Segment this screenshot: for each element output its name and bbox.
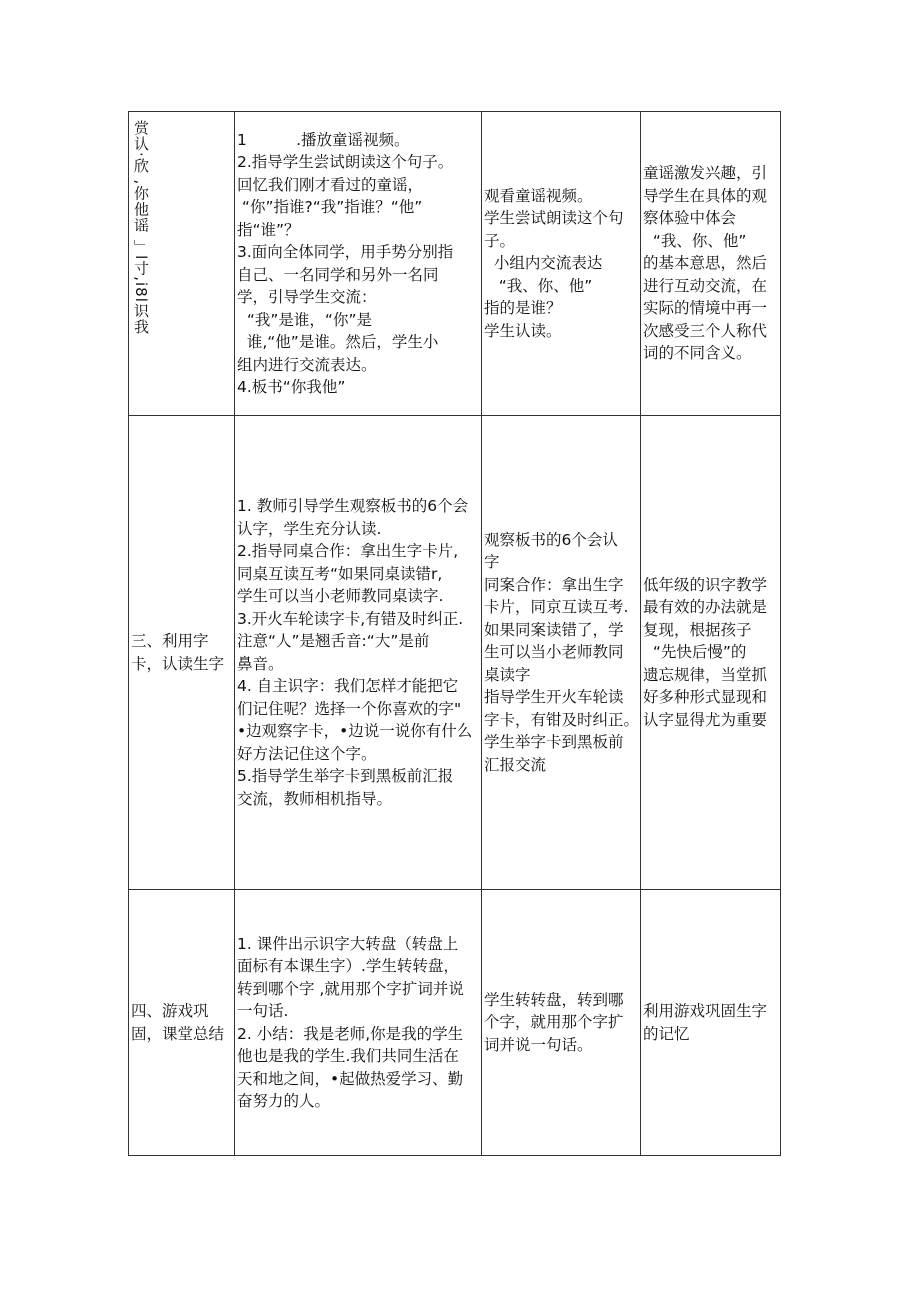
text-line: 2.指导同桌合作：拿出生字卡片, bbox=[237, 542, 459, 560]
text-line: 童谣激发兴趣，引 bbox=[643, 164, 768, 183]
text-line: 的记忆 bbox=[643, 1024, 690, 1043]
text-line: 4.板书“你我他” bbox=[237, 378, 346, 396]
text-line: 好方法记住这个字。 bbox=[237, 744, 377, 763]
text-line: 回忆我们刚才看过的童谣， bbox=[237, 175, 424, 194]
text-line: “我、你、他” bbox=[643, 231, 747, 250]
text-line: 指的是谁？ bbox=[484, 299, 562, 318]
text-line: 遗忘规律，当堂抓 bbox=[643, 665, 768, 684]
text-line: 认字，学生充分认读. bbox=[237, 519, 382, 538]
text-line: “先快后慢”的 bbox=[643, 643, 747, 662]
text-line: 子。 bbox=[484, 231, 516, 250]
text-line: 如果同案读错了，学 bbox=[484, 620, 624, 639]
student-activity-cell bbox=[482, 890, 641, 1156]
text-line: 个字，就用那个字扩 bbox=[484, 1013, 624, 1032]
text-line: 好多种形式显现和 bbox=[643, 688, 768, 707]
text-line: 汇报交流 bbox=[484, 755, 547, 774]
text-line: 注意“人”是翘舌音:“大”是前 bbox=[237, 632, 430, 650]
text-line: 字卡，有钳及时纠正。 bbox=[484, 710, 640, 729]
text-line: 3.面向全体同学，用手势分别指 bbox=[237, 243, 454, 261]
text-line: 最有效的办法就是 bbox=[643, 598, 768, 617]
stage-label: 卡，认读生字 bbox=[131, 654, 225, 673]
stage-label: 三、利用字 bbox=[131, 632, 209, 650]
text-line: 字 bbox=[484, 553, 500, 572]
text-line: 词并说一句话。 bbox=[484, 1035, 593, 1054]
text-line: 2. 小结：我是老师,你是我的学生 bbox=[237, 1024, 464, 1043]
text-line: 他也是我的学生.我们共同生活在 bbox=[237, 1047, 459, 1065]
stage-label: 四、游戏巩 bbox=[131, 1002, 209, 1020]
stage-cell bbox=[129, 890, 235, 1156]
text-line: 4. 自主识字：我们怎样才能把它 bbox=[237, 677, 459, 695]
text-line: 学生转转盘，转到哪 bbox=[484, 990, 624, 1009]
design-purpose-cell bbox=[641, 112, 781, 416]
text-line: 进行互动交流，在 bbox=[643, 276, 768, 295]
text-line: 实际的情境中再一 bbox=[643, 299, 768, 318]
text-line: 学生尝试朗读这个句 bbox=[484, 209, 624, 228]
text-line: 学，引导学生交流： bbox=[237, 288, 377, 306]
text-line: 3.开火车轮读字卡,有错及时纠正. bbox=[237, 609, 464, 628]
text-line: 小组内交流表达 bbox=[484, 254, 603, 273]
text-line: 桌读字 bbox=[484, 665, 531, 684]
text-line: 察体验中体会 bbox=[643, 209, 737, 228]
text-line: 同桌互读互考“如果同桌读错r, bbox=[237, 564, 443, 583]
text-line: 学生认读。 bbox=[484, 321, 562, 340]
text-line: 认字显得尤为重要 bbox=[643, 710, 768, 729]
text-line: 交流，教师相机指导。 bbox=[237, 789, 393, 808]
text-line: •边观察字卡，•边说一说你有什么 bbox=[237, 722, 473, 740]
text-line: 2.指导学生尝试朗读这个句子。 bbox=[237, 153, 454, 171]
student-activity-cell bbox=[482, 112, 641, 416]
text-line: 组内进行交流表达。 bbox=[237, 355, 377, 374]
student-activity-cell bbox=[482, 416, 641, 890]
text-line: “你”指谁?“我”指谁？“他” bbox=[237, 198, 423, 216]
stage-cell bbox=[129, 416, 235, 890]
text-line: 学生可以当小老师教同桌读字. bbox=[237, 587, 444, 605]
text-line: 导学生在具体的观 bbox=[643, 186, 768, 205]
text-line: 观察板书的6个会认 bbox=[484, 530, 618, 549]
text-line: 利用游戏巩固生字 bbox=[643, 1002, 768, 1020]
design-purpose-cell bbox=[641, 890, 781, 1156]
text-line: 们记住呢？选择一个你喜欢的字" bbox=[237, 699, 462, 718]
stage-label: 赏认·欣 ,你他谣 ﹂l寸,i8l识我 bbox=[132, 120, 150, 336]
text-line: 1. 教师引导学生观察板书的6个会 bbox=[237, 497, 469, 515]
design-purpose-cell bbox=[641, 416, 781, 890]
text-line: 谁,“他”是谁。然后，学生小 bbox=[237, 333, 439, 351]
text-line: 生可以当小老师教同 bbox=[484, 643, 624, 662]
text-line: 词的不同含义。 bbox=[643, 344, 752, 363]
lesson-plan-table bbox=[128, 111, 781, 1156]
text-line: 一句话. bbox=[237, 1002, 289, 1020]
text-line: 5.指导学生举字卡到黑板前汇报 bbox=[237, 767, 454, 785]
text-line: 低年级的识字教学 bbox=[643, 575, 768, 594]
text-line: 指导学生开火车轮读 bbox=[484, 688, 624, 707]
text-line: 的基本意思，然后 bbox=[643, 254, 768, 273]
text-line: 观看童谣视频。 bbox=[484, 186, 593, 205]
text-line: 转到哪个字 ,就用那个字扩词并说 bbox=[237, 979, 464, 998]
text-line: 指“谁”？ bbox=[237, 220, 300, 239]
table-row bbox=[129, 416, 781, 890]
text-line: 1. 课件出示识字大转盘（转盘上 bbox=[237, 934, 459, 953]
text-line: 复现，根据孩子 bbox=[643, 620, 752, 639]
text-line: 鼻音。 bbox=[237, 654, 284, 673]
text-line: 次感受三个人称代 bbox=[643, 321, 768, 340]
table-row bbox=[129, 112, 781, 416]
teacher-activity-cell bbox=[235, 890, 482, 1156]
stage-cell bbox=[129, 112, 235, 416]
text-line: 天和地之间，•起做热爱学习、勤 bbox=[237, 1069, 464, 1088]
text-line: 面标有本课生字）.学生转转盘， bbox=[237, 957, 459, 975]
teacher-activity-cell bbox=[235, 416, 482, 890]
text-line: 学生举字卡到黑板前 bbox=[484, 733, 624, 752]
text-line: 奋努力的人。 bbox=[237, 1092, 331, 1110]
text-line: “我、你、他” bbox=[484, 276, 593, 295]
stage-label: 固，课堂总结 bbox=[131, 1024, 225, 1043]
text-line: 同案合作：拿出生字 bbox=[484, 575, 624, 594]
text-line: 卡片，同京互读互考. bbox=[484, 598, 629, 617]
table-row bbox=[129, 890, 781, 1156]
text-line: 自己、一名同学和另外一名同 bbox=[237, 265, 439, 284]
teacher-activity-cell bbox=[235, 112, 482, 416]
text-line: 1 .播放童谣视频。 bbox=[237, 130, 410, 149]
text-line: “我”是谁，“你”是 bbox=[237, 310, 372, 329]
